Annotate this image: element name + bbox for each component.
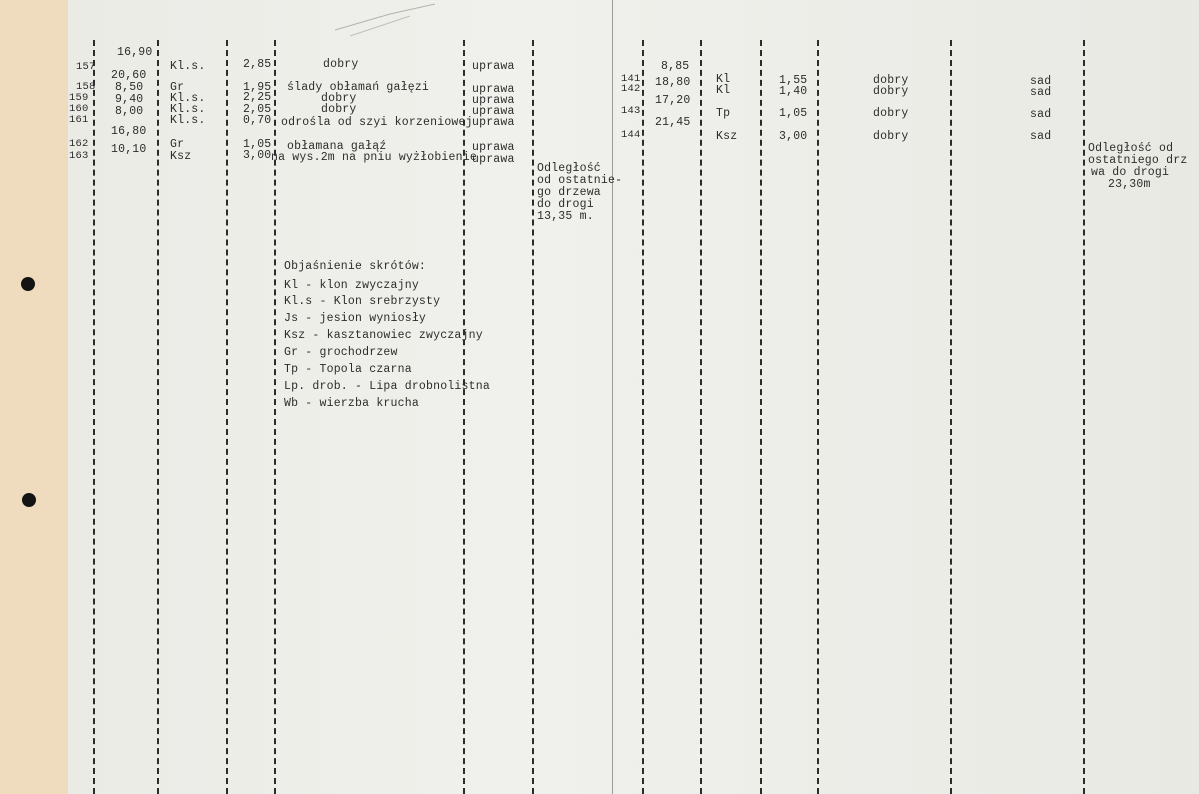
distance-value: 17,20 (655, 94, 691, 107)
circumference: 1,05 (779, 107, 808, 120)
column-separator (760, 40, 762, 794)
column-separator (700, 40, 702, 794)
distance-value: 16,80 (111, 125, 147, 138)
punch-hole-top (21, 277, 35, 291)
condition-desc: odrośla od szyi korzeniowej (281, 116, 473, 129)
distance-note-line: 23,30m (1108, 178, 1151, 191)
legend-item: Lp. drob. - Lipa drobnolistna (284, 380, 490, 393)
species-code: Tp (716, 107, 731, 120)
distance-note-line: Odległość od (1088, 142, 1174, 155)
species-code: Kl (716, 84, 731, 97)
species-code: Kl.s. (170, 114, 206, 127)
distance-value: 8,00 (115, 105, 144, 118)
condition-desc: dobry (873, 107, 909, 120)
sheet-fold-line (612, 0, 613, 794)
land-use: sad (1030, 108, 1052, 121)
condition-desc: ślady obłamań gałęzi (287, 81, 430, 94)
land-use: uprawa (472, 94, 515, 107)
circumference: 1,40 (779, 85, 808, 98)
species-code: Ksz (716, 130, 738, 143)
tree-number: 143 (621, 105, 641, 117)
distance-value: 8,85 (661, 60, 690, 73)
tree-number: 158 (76, 81, 96, 93)
condition-desc: dobry (873, 74, 909, 87)
legend-item: Wb - wierzba krucha (284, 397, 419, 410)
condition-desc: dobry (321, 103, 357, 116)
distance-value: 18,80 (655, 76, 691, 89)
column-separator (1083, 40, 1085, 794)
circumference: 2,85 (243, 58, 272, 71)
condition-desc: dobry (873, 130, 909, 143)
tree-number: 160 (69, 103, 89, 115)
circumference: 0,70 (243, 114, 272, 127)
circumference: 1,95 (243, 81, 272, 94)
column-separator (950, 40, 952, 794)
legend-item: Tp - Topola czarna (284, 363, 412, 376)
tree-number: 142 (621, 83, 641, 95)
column-separator (226, 40, 228, 794)
binding-strip (0, 0, 69, 794)
pencil-scribble (330, 0, 440, 40)
land-use: uprawa (472, 83, 515, 96)
circumference: 1,05 (243, 138, 272, 151)
legend-item: Ksz - kasztanowiec zwyczajny (284, 329, 483, 342)
distance-note-line: ostatniego drz (1088, 154, 1188, 167)
tree-number: 161 (69, 114, 89, 126)
tree-number: 144 (621, 129, 641, 141)
land-use: sad (1030, 130, 1052, 143)
condition-desc: dobry (323, 58, 359, 71)
circumference: 1,55 (779, 74, 808, 87)
land-use: uprawa (472, 60, 515, 73)
column-separator (532, 40, 534, 794)
distance-value: 21,45 (655, 116, 691, 129)
circumference: 2,25 (243, 91, 272, 104)
distance-note-line: go drzewa (537, 186, 601, 199)
species-code: Kl.s. (170, 92, 206, 105)
distance-note-line: wa do drogi (1091, 166, 1170, 179)
column-separator (157, 40, 159, 794)
legend-item: Kl.s - Klon srebrzysty (284, 295, 441, 308)
column-separator (642, 40, 644, 794)
legend-title: Objaśnienie skrótów: (284, 260, 427, 273)
species-code: Gr (170, 138, 185, 151)
legend-item: Kl - klon zwyczajny (284, 279, 419, 292)
tree-number: 157 (76, 61, 96, 73)
distance-value: 16,90 (117, 46, 153, 59)
punch-hole-bottom (22, 493, 36, 507)
circumference: 3,00 (779, 130, 808, 143)
tree-number: 163 (69, 150, 89, 162)
column-separator (817, 40, 819, 794)
column-separator (93, 40, 95, 794)
land-use: uprawa (472, 116, 515, 129)
species-code: Kl.s. (170, 60, 206, 73)
distance-value: 8,50 (115, 81, 144, 94)
species-code: Kl.s. (170, 103, 206, 116)
land-use: uprawa (472, 105, 515, 118)
species-code: Kl (716, 73, 731, 86)
tree-number: 159 (69, 92, 89, 104)
tree-number: 162 (69, 138, 89, 150)
circumference: 3,00 (243, 149, 272, 162)
condition-desc: na wys.2m na pniu wyżłobienie (271, 151, 477, 164)
distance-note-line: do drogi (537, 198, 594, 211)
distance-note-line: od ostatnie- (537, 174, 623, 187)
distance-note-line: Odległość (537, 162, 601, 175)
distance-value: 9,40 (115, 93, 144, 106)
species-code: Ksz (170, 150, 192, 163)
condition-desc: obłamana gałąź (287, 140, 387, 153)
land-use: sad (1030, 86, 1052, 99)
condition-desc: dobry (873, 85, 909, 98)
distance-note-line: 13,35 m. (537, 210, 594, 223)
land-use: uprawa (472, 153, 515, 166)
distance-value: 10,10 (111, 143, 147, 156)
distance-value: 20,60 (111, 69, 147, 82)
land-use: uprawa (472, 141, 515, 154)
circumference: 2,05 (243, 103, 272, 116)
legend-item: Gr - grochodrzew (284, 346, 398, 359)
tree-number: 141 (621, 73, 641, 85)
land-use: sad (1030, 75, 1052, 88)
condition-desc: dobry (321, 92, 357, 105)
species-code: Gr (170, 81, 185, 94)
legend-item: Js - jesion wyniosły (284, 312, 427, 325)
